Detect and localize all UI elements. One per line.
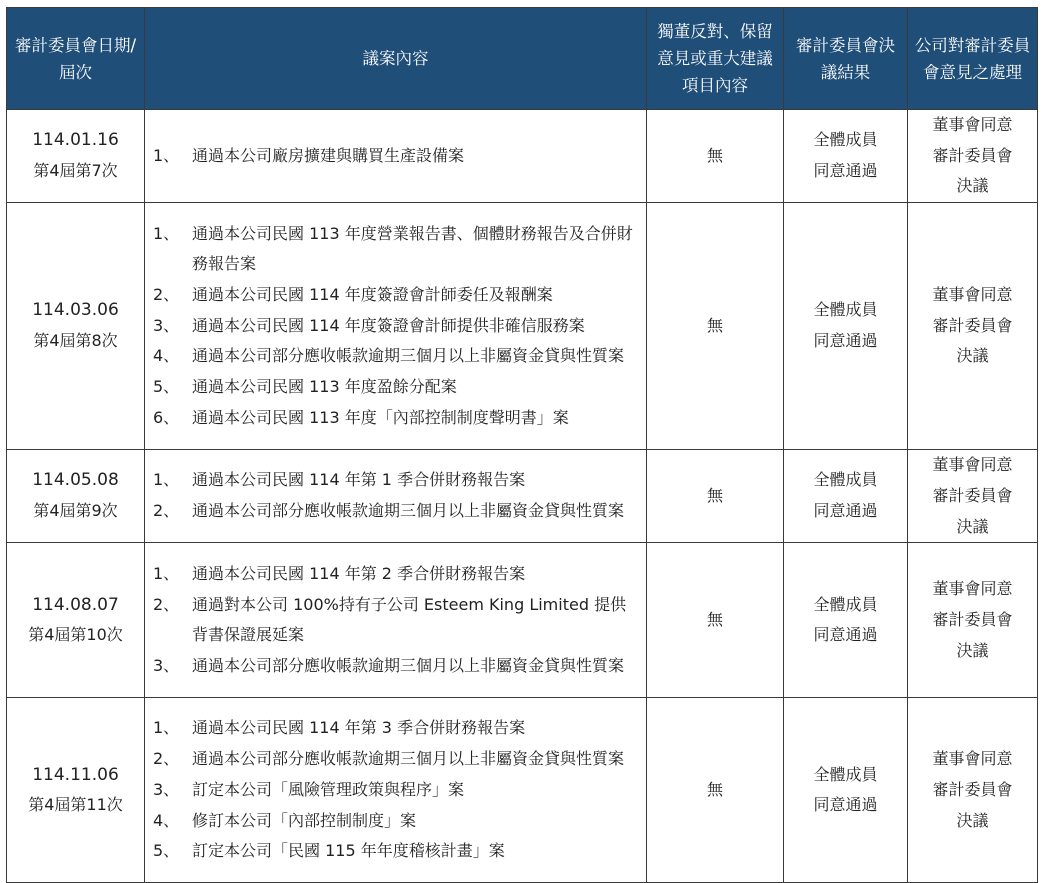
proposal-item xyxy=(153,559,642,590)
meeting-date: 114.01.16 xyxy=(32,130,119,151)
proposal-item-text: 通過本公司民國 114 年度簽證會計師委任及報酬案 xyxy=(192,285,553,305)
proposal-item xyxy=(153,496,642,527)
proposal-item-number: 5、 xyxy=(153,841,180,861)
objection-cell: 無 xyxy=(647,110,784,203)
proposal-item-number: 1、 xyxy=(153,718,180,738)
proposal-item-text: 通過本公司部分應收帳款逾期三個月以上非屬資金貸與性質案 xyxy=(192,501,625,521)
proposal-content-cell xyxy=(145,203,647,450)
proposal-item xyxy=(153,465,642,496)
company-handling-cell: 董事會同意審計委員會決議 xyxy=(908,698,1038,883)
proposal-item-number: 2、 xyxy=(153,749,180,769)
meeting-date: 114.11.06 xyxy=(32,764,119,785)
proposal-item-number: 4、 xyxy=(153,346,180,366)
proposal-item xyxy=(153,744,642,775)
proposal-item xyxy=(153,775,642,806)
header-row xyxy=(7,8,1038,110)
proposal-item xyxy=(153,806,642,837)
meeting-session: 第4屆第11次 xyxy=(28,795,123,815)
meeting-date-cell xyxy=(7,698,145,883)
header-objection: 獨董反對、保留意見或重大建議項目內容 xyxy=(647,8,784,110)
proposal-item xyxy=(153,372,642,403)
meeting-date-cell xyxy=(7,203,145,450)
table-row xyxy=(7,450,1038,543)
audit-committee-table xyxy=(6,7,1038,883)
meeting-date-cell xyxy=(7,543,145,698)
resolution-result-cell: 全體成員同意通過 xyxy=(784,698,908,883)
meeting-session: 第4屆第9次 xyxy=(33,501,118,521)
meeting-date-cell xyxy=(7,110,145,203)
proposal-item-text: 通過本公司民國 114 年度簽證會計師提供非確信服務案 xyxy=(192,315,585,335)
proposal-content-cell xyxy=(145,110,647,203)
header-handling: 公司對審計委員會意見之處理 xyxy=(908,8,1038,110)
table-row xyxy=(7,543,1038,698)
proposal-item xyxy=(153,141,642,172)
proposal-item-number: 2、 xyxy=(153,501,180,521)
proposal-item-number: 6、 xyxy=(153,407,180,427)
proposal-item xyxy=(153,836,642,867)
proposal-item-text: 通過本公司部分應收帳款逾期三個月以上非屬資金貸與性質案 xyxy=(192,749,625,769)
table-row xyxy=(7,698,1038,883)
header-content: 議案內容 xyxy=(145,8,647,110)
proposal-item-number: 5、 xyxy=(153,377,180,397)
proposal-item-text: 訂定本公司「民國 115 年年度稽核計畫」案 xyxy=(192,841,505,861)
proposal-item-number: 1、 xyxy=(153,223,180,243)
proposal-item-text: 通過對本公司 100%持有子公司 Esteem King Limited 提供背書保證展延案 xyxy=(192,594,627,645)
proposal-item-text: 通過本公司民國 113 年度營業報告書、個體財務報告及合併財務報告案 xyxy=(192,223,633,274)
proposal-item-number: 2、 xyxy=(153,594,180,614)
meeting-session: 第4屆第10次 xyxy=(28,625,123,645)
proposal-item-number: 1、 xyxy=(153,563,180,583)
table-row xyxy=(7,203,1038,450)
proposal-item-number: 3、 xyxy=(153,655,180,675)
proposal-item xyxy=(153,590,642,651)
proposal-item xyxy=(153,403,642,434)
proposal-item xyxy=(153,280,642,311)
proposal-item-text: 通過本公司民國 114 年第 2 季合併財務報告案 xyxy=(192,563,526,583)
proposal-item-number: 1、 xyxy=(153,145,180,165)
proposal-item-number: 3、 xyxy=(153,779,180,799)
proposal-item-text: 通過本公司民國 113 年度盈餘分配案 xyxy=(192,377,457,397)
objection-cell: 無 xyxy=(647,450,784,543)
proposal-item xyxy=(153,713,642,744)
proposal-item-text: 通過本公司民國 114 年第 1 季合併財務報告案 xyxy=(192,470,526,490)
company-handling-cell: 董事會同意審計委員會決議 xyxy=(908,450,1038,543)
objection-cell: 無 xyxy=(647,543,784,698)
proposal-item-text: 通過本公司民國 113 年度「內部控制制度聲明書」案 xyxy=(192,407,569,427)
company-handling-cell: 董事會同意審計委員會決議 xyxy=(908,110,1038,203)
meeting-date: 114.08.07 xyxy=(32,594,119,615)
proposal-item xyxy=(153,341,642,372)
resolution-result-cell: 全體成員同意通過 xyxy=(784,450,908,543)
company-handling-cell: 董事會同意審計委員會決議 xyxy=(908,203,1038,450)
objection-cell: 無 xyxy=(647,203,784,450)
proposal-item-number: 2、 xyxy=(153,285,180,305)
company-handling-cell: 董事會同意審計委員會決議 xyxy=(908,543,1038,698)
proposal-item-number: 3、 xyxy=(153,315,180,335)
meeting-date: 114.05.08 xyxy=(32,470,119,491)
proposal-item xyxy=(153,311,642,342)
table-row xyxy=(7,110,1038,203)
proposal-item-number: 1、 xyxy=(153,470,180,490)
meeting-session: 第4屆第8次 xyxy=(33,331,118,351)
proposal-content-cell xyxy=(145,450,647,543)
meeting-session: 第4屆第7次 xyxy=(33,161,118,181)
proposal-content-cell xyxy=(145,543,647,698)
objection-cell: 無 xyxy=(647,698,784,883)
resolution-result-cell: 全體成員同意通過 xyxy=(784,543,908,698)
proposal-content-cell xyxy=(145,698,647,883)
resolution-result-cell: 全體成員同意通過 xyxy=(784,110,908,203)
proposal-item-number: 4、 xyxy=(153,810,180,830)
proposal-item-text: 訂定本公司「風險管理政策與程序」案 xyxy=(192,779,465,799)
proposal-item-text: 通過本公司民國 114 年第 3 季合併財務報告案 xyxy=(192,718,526,738)
proposal-item-text: 通過本公司部分應收帳款逾期三個月以上非屬資金貸與性質案 xyxy=(192,655,625,675)
header-date: 審計委員會日期/屆次 xyxy=(7,8,145,110)
proposal-item-text: 通過本公司廠房擴建與購買生產設備案 xyxy=(192,145,465,165)
proposal-item-text: 修訂本公司「內部控制制度」案 xyxy=(192,810,417,830)
header-result: 審計委員會決議結果 xyxy=(784,8,908,110)
meeting-date-cell xyxy=(7,450,145,543)
meeting-date: 114.03.06 xyxy=(32,300,119,321)
proposal-item xyxy=(153,651,642,682)
resolution-result-cell: 全體成員同意通過 xyxy=(784,203,908,450)
proposal-item-text: 通過本公司部分應收帳款逾期三個月以上非屬資金貸與性質案 xyxy=(192,346,625,366)
proposal-item xyxy=(153,219,642,280)
